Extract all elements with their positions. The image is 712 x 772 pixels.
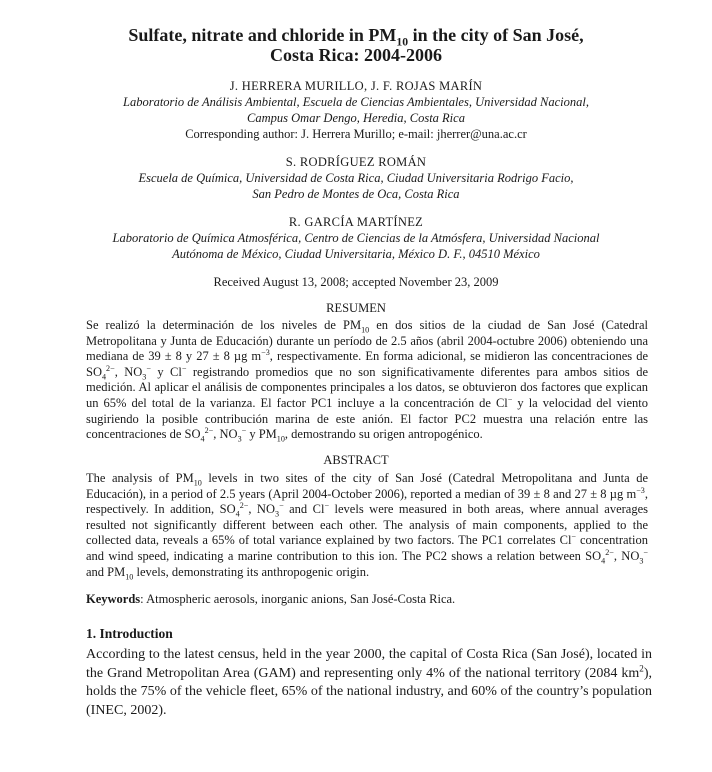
affiliation-2b: San Pedro de Montes de Oca, Costa Rica [252,187,460,201]
affiliation-3a: Laboratorio de Química Atmosférica, Centro de Ciencias de la Atmósfera, Universidad Nacional [112,231,600,245]
resumen-text: Se realizó la determinación de los niveles de $PM_{10}$ en dos sitios de la ciudad de San José (Catedral Metropolitana y Junta de Educación) durante un período de 2.5 años (abril 2004-octubre 2006) obteniendo una mediana de 39 ± 8 y 27 ± 8 µg $m^{-3}$, respectivamente. En forma adicional, se midieron las concentraciones de $SO_4^{2-}$, $NO_3^-$ y Cl− registrando promedios que no son significativamente diferentes para ambos sitios de medición. Al aplicar el análisis de componentes principales a los datos, se obtuvieron dos factores que explican un 65% del total de la varianza. El factor PC1 incluye a la concentración de Cl− y la velocidad del viento sugiriendo la posible contribución marina de este anión. El factor PC2 muestra una relación entre las concentraciones de $SO_4^{2-}$, $NO_3^-$ y $PM_{10}$, demostrando su origen antropogénico. [86,318,648,444]
title-line-2: Costa Rica: 2004-2006 [270,45,442,65]
authors-2: S. RODRÍGUEZ ROMÁN [285,155,427,169]
abstract-heading: ABSTRACT [323,453,389,467]
received-dates: Received August 13, 2008; accepted November 23, 2009 [213,275,499,289]
keywords-label: Keywords [86,592,141,606]
affiliation-2a: Escuela de Química, Universidad de Costa Rica, Ciudad Universitaria Rodrigo Facio, [138,171,574,185]
abstract-text: The analysis of $PM_{10}$ levels in two sites of the city of San José (Catedral Metropolitana and Junta de Educación), in a period of 2.5 years (April 2004-October 2006), reported a median of 39 ± 8 and 27 ± 8 µg $m^{-3}$, respectively. In addition, $SO_4^{2-}$, $NO_3^-$ and Cl− levels were measured in both areas, where annual averages resulted not significantly different between each other. The analysis of main components, applied to the collected data, reveals a 65% of total variance explained by two factors. The PC1 correlates Cl− concentration and wind speed, indicating a marine contribution to this ion. The PC2 shows a relation between $SO_4^{2-}$, $NO_3^-$ and $PM_{10}$ levels, demonstrating its anthropogenic origin. [86,471,649,582]
affiliation-1a: Laboratorio de Análisis Ambiental, Escuela de Ciencias Ambientales, Universidad Nacional, [123,95,589,109]
authors-1: J. HERRERA MURILLO, J. F. ROJAS MARÍN [229,79,483,93]
keywords: Keywords: Atmospheric aerosols, inorganic anions, San José-Costa Rica. [86,592,456,606]
paper-title [60,25,652,65]
section-heading-introduction: 1. Introduction [86,626,173,641]
corresponding-author: Corresponding author: J. Herrera Murillo; e-mail: jherrer@una.ac.cr [185,127,527,141]
resumen-heading: RESUMEN [326,301,386,315]
affiliation-1b: Campus Omar Dengo, Heredia, Costa Rica [247,111,465,125]
title-line-1: Sulfate, nitrate and chloride in $PM_{10}$ in the city of San José, [128,25,584,49]
affiliation-3b: Autónoma de México, Ciudad Universitaria, México D. F., 04510 México [172,247,540,261]
introduction-text: According to the latest census, held in the year 2000, the capital of Costa Rica (San José), located in the Grand Metropolitan Area (GAM) and representing only 4% of the national territory (2084 $km^2$), holds the 75% of the vehicle fleet, 65% of the national industry, and 60% of the country’s population (INEC, 2002). [86,647,652,718]
authors-3: R. GARCÍA MARTÍNEZ [288,215,424,229]
